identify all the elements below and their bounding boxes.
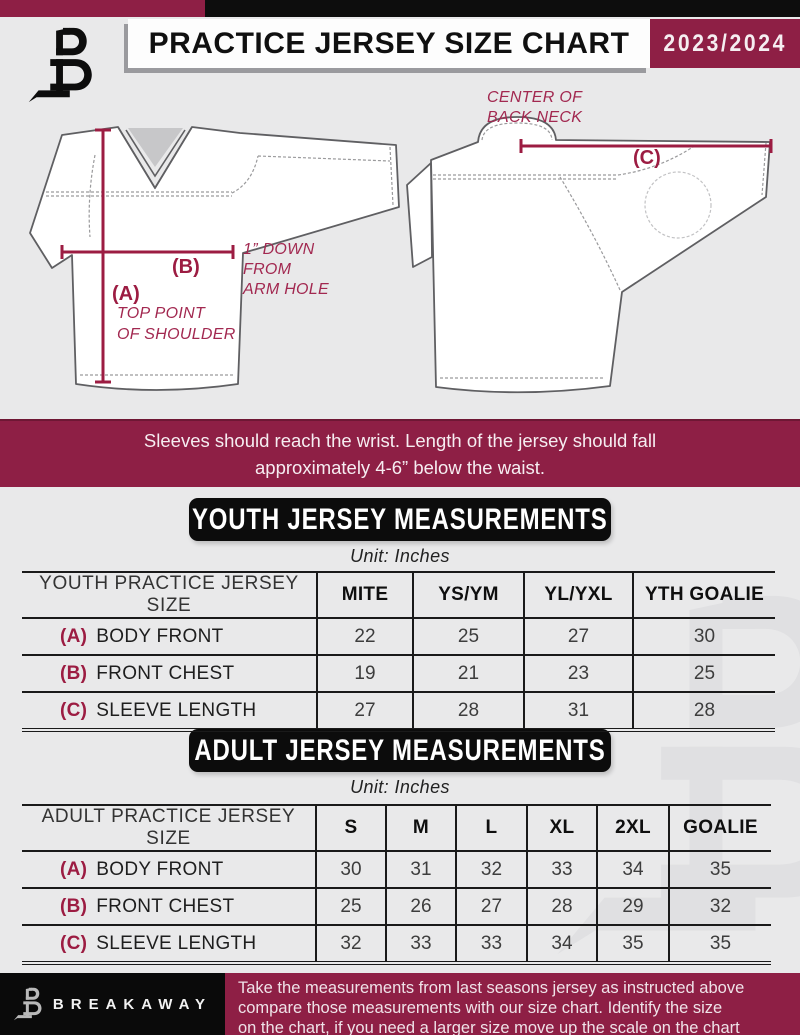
youth-row-c-label: (C) SLEEVE LENGTH [60,699,257,721]
cell: 27 [524,618,633,655]
cell: 32 [456,851,527,888]
cell: 34 [597,851,669,888]
adult-col-xl: XL [527,805,597,851]
table-row [22,925,771,963]
cell: 33 [527,851,597,888]
back-jersey-drawing [407,117,770,392]
cell: 32 [669,888,771,925]
cell: 34 [527,925,597,963]
youth-col-ysym: YS/YM [413,572,524,618]
cell: 28 [527,888,597,925]
footer-note-line2: compare those measurements with our size chart. Identify the size [238,999,723,1017]
table-row [22,618,775,655]
breakaway-b-logo-icon [13,985,43,1023]
fit-notice-banner [0,419,800,487]
cell: 29 [597,888,669,925]
cell: 27 [317,692,413,730]
youth-row-a-label: (A) BODY FRONT [22,618,317,655]
arm-hole-caption: 1” DOWN FROM ARM HOLE [243,241,329,298]
top-point-caption: TOP POINT OF SHOULDER [117,305,236,343]
cell: 25 [413,618,524,655]
header-strip-black [205,0,800,17]
cell: 19 [317,655,413,692]
fit-notice-line1: Sleeves should reach the wrist. Length of the jersey should fall [143,430,657,451]
brand-name: BREAKAWAY [52,995,213,1013]
cell: 30 [633,618,775,655]
cell: 30 [316,851,386,888]
youth-col-ylyxl: YL/YXL [524,572,633,618]
table-row [22,655,775,692]
table-row [22,692,775,730]
adult-col-s: S [316,805,386,851]
cell: 22 [317,618,413,655]
header-strip [0,0,800,17]
youth-size-column-header: YOUTH PRACTICE JERSEY SIZE [22,572,317,618]
cell: 35 [669,851,771,888]
youth-size-table [22,571,775,732]
cell: 27 [456,888,527,925]
youth-col-goalie: YTH GOALIE [633,572,775,618]
footer-note-line1: Take the measurements from last seasons jersey as instructed above [238,979,745,997]
measurement-b-label: (B) [172,256,200,278]
footer-note-line3: on the chart, if you need a larger size move up the scale on the chart [238,1019,740,1035]
cell: 25 [633,655,775,692]
adult-unit-label: Unit: Inches [350,777,450,797]
youth-row-b-label: (B) FRONT CHEST [22,655,317,692]
adult-row-c-label: (C) SLEEVE LENGTH [60,932,257,954]
footer-brand-box [0,973,225,1035]
cell: 28 [633,692,775,730]
cell: 35 [597,925,669,963]
adult-col-m: M [386,805,456,851]
cell: 31 [524,692,633,730]
cell: 33 [386,925,456,963]
cell: 28 [413,692,524,730]
adult-section-heading: ADULT JERSEY MEASUREMENTS [194,733,606,767]
table-row [22,888,771,925]
front-jersey-drawing [30,127,399,390]
cell: 23 [524,655,633,692]
adult-header-row [22,805,771,851]
youth-col-mite: MITE [317,572,413,618]
youth-section-banner [189,498,611,541]
adult-col-l: L [456,805,527,851]
fit-notice-line2: approximately 4-6” below the waist. [255,457,545,478]
season-label: 2023/2024 [663,29,787,57]
measurement-a-label: (A) [112,283,140,305]
youth-section-heading: YOUTH JERSEY MEASUREMENTS [192,502,608,536]
table-row [22,851,771,888]
adult-row-b-label: (B) FRONT CHEST [22,888,316,925]
adult-col-goalie: GOALIE [669,805,771,851]
cell: 21 [413,655,524,692]
cell: 25 [316,888,386,925]
header-strip-maroon [0,0,205,17]
youth-unit-label: Unit: Inches [350,546,450,566]
center-back-neck-caption: CENTER OF BACK NECK [487,89,583,126]
youth-header-row [22,572,775,618]
measurement-c-label: (C) [633,147,661,169]
adult-size-table [22,804,771,965]
title-box [128,19,650,68]
adult-row-a-label: (A) BODY FRONT [22,851,316,888]
cell: 26 [386,888,456,925]
cell: 33 [456,925,527,963]
adult-size-column-header: ADULT PRACTICE JERSEY SIZE [22,805,316,851]
jersey-diagrams [0,85,800,419]
season-badge [650,19,800,68]
cell: 32 [316,925,386,963]
cell: 35 [669,925,771,963]
page-title: PRACTICE JERSEY SIZE CHART [148,26,630,60]
adult-col-2xl: 2XL [597,805,669,851]
cell: 31 [386,851,456,888]
